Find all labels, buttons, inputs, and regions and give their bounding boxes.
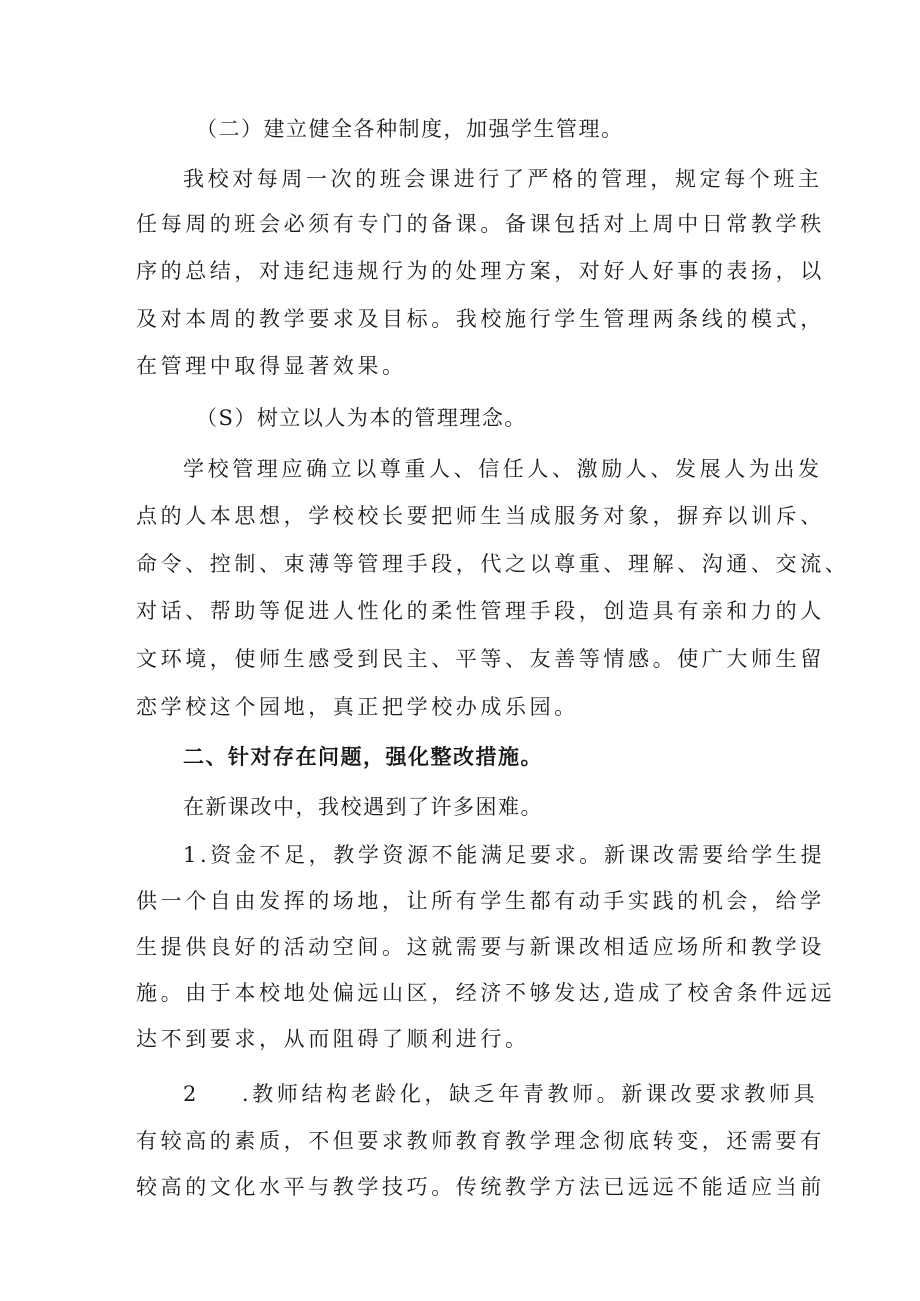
section-2-title: （二）建立健全各种制度，加强学生管理。	[196, 117, 624, 141]
item-1-line-5: 达不到要求，从而阻碍了顺利进行。	[136, 1027, 530, 1051]
section-3-line-4: 对话、帮助等促进人性化的柔性管理手段，创造具有亲和力的人	[136, 599, 825, 623]
section-3-line-3: 命令、控制、束薄等管理手段，代之以尊重、理解、沟通、交流、	[136, 552, 850, 576]
section-3-line-6: 恋学校这个园地，真正把学校办成乐园。	[136, 695, 579, 719]
item-2-number: 2	[183, 1082, 198, 1106]
item-2-line-3: 较高的文化水平与教学技巧。传统教学方法已远远不能适应当前	[136, 1175, 825, 1199]
item-2-line-1: .教师结构老龄化，缺乏年青教师。新课改要求教师具	[242, 1082, 819, 1106]
item-1-line-1: 1.资金不足，教学资源不能满足要求。新课改需要给学生提	[183, 843, 826, 867]
section-3-title: （S）树立以人为本的管理理念。	[196, 406, 527, 430]
section-2-line-5: 在管理中取得显著效果。	[136, 354, 407, 378]
section-2-line-1: 我校对每周一次的班会课进行了严格的管理，规定每个班主	[183, 167, 823, 191]
section-2-line-2: 任每周的班会必须有专门的备课。备课包括对上周中日常教学秩	[136, 212, 825, 236]
item-2-line-2: 有较高的素质，不但要求教师教育教学理念彻底转变，还需要有	[136, 1129, 825, 1153]
item-1-line-3: 生提供良好的活动空间。这就需要与新课改相适应场所和教学设	[136, 935, 825, 959]
section-3-line-1: 学校管理应确立以尊重人、信任人、激励人、发展人为出发	[183, 457, 823, 481]
section-3-line-5: 文环境，使师生感受到民主、平等、友善等情感。使广大师生留	[136, 647, 825, 671]
item-1-line-4: 施。由于本校地处偏远山区，经济不够发达,造成了校舍条件远远	[136, 981, 836, 1005]
section-2-line-3: 序的总结，对违纪违规行为的处理方案，对好人好事的表扬，以	[136, 259, 825, 283]
part-2-heading: 二、针对存在问题，强化整改措施。	[183, 744, 543, 769]
part-2-intro: 在新课改中，我校遇到了许多困难。	[183, 795, 543, 819]
section-2-line-4: 及对本周的教学要求及目标。我校施行学生管理两条线的模式，	[136, 307, 825, 331]
item-1-line-2: 供一个自由发挥的场地，让所有学生都有动手实践的机会，给学	[136, 889, 825, 913]
section-3-line-2: 点的人本思想，学校校长要把师生当成服务对象，摒弃以训斥、	[136, 504, 825, 528]
